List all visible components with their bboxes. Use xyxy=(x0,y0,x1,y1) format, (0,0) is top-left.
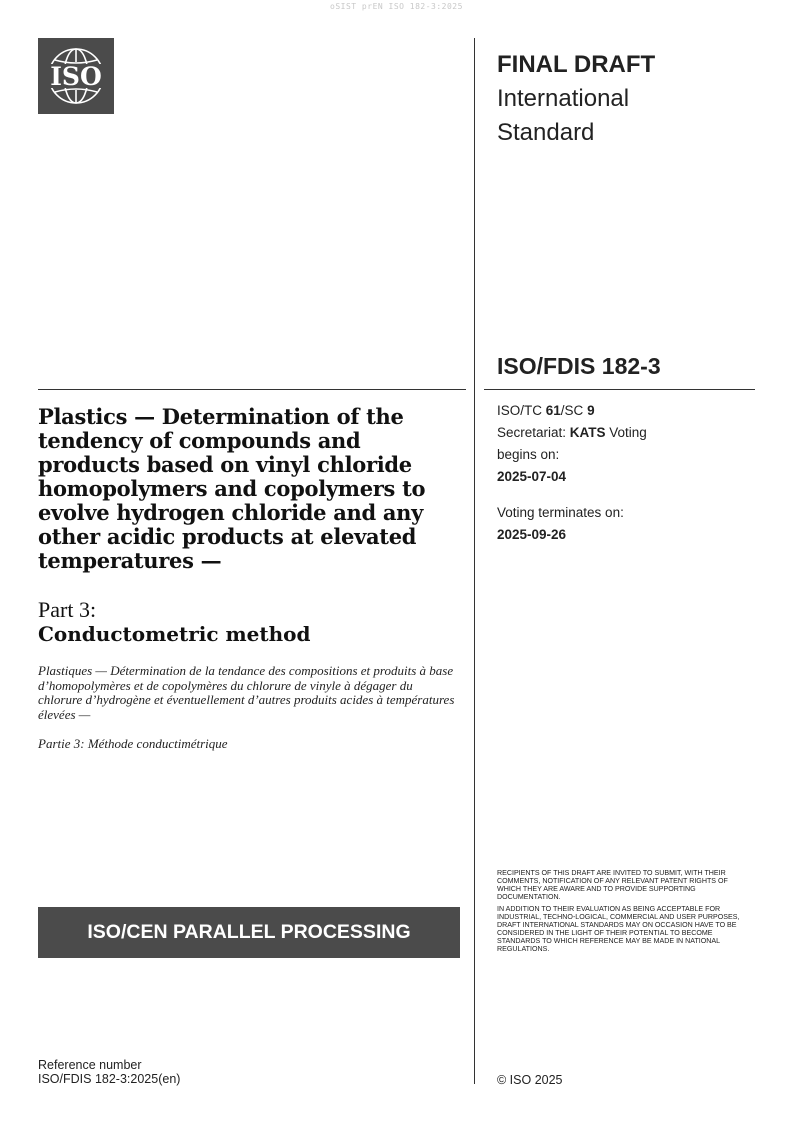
notice-paragraph-1: RECIPIENTS OF THIS DRAFT ARE INVITED TO SUBMIT, WITH THEIR COMMENTS, NOTIFICATION OF ANY RELEVANT PATENT RIGHTS OF WHICH THEY ARE AWARE AND TO PROVIDE SUPPORTING DOCUMENTATION. xyxy=(497,869,728,901)
voting-begins-label: begins on: xyxy=(497,447,560,462)
voting-terminates-date: 2025-09-26 xyxy=(497,527,567,542)
part-title: Conductometric method xyxy=(38,622,311,646)
stage-international: International xyxy=(497,85,630,112)
voting-terminates-label: Voting terminates on: xyxy=(497,505,624,520)
title-french: Plastiques — Détermination de la tendance des compositions et produits à base d’homopolymères et de copolymères du chlorure de vinyle à dégager du chlorure d’hydrogène et éventuellement d’autres produits acides à températures élevées — xyxy=(38,663,455,722)
secretariat-line xyxy=(497,422,757,444)
document-number: ISO/FDIS 182-3 xyxy=(497,353,661,379)
stage-final-draft: FINAL DRAFT xyxy=(497,51,656,78)
document-metadata xyxy=(497,400,757,546)
recipients-notice xyxy=(497,869,752,957)
part-number: Part 3: xyxy=(38,597,97,622)
secretariat-value: KATS xyxy=(569,425,606,440)
part-title-french: Partie 3: Méthode conductimétrique xyxy=(38,736,228,751)
reference-value: ISO/FDIS 182-3:2025(en) xyxy=(38,1072,181,1086)
iso-logo-text: ISO xyxy=(50,62,102,91)
title-english: Plastics — Determination of the tendency of compounds and products based on vinyl chloride homopolymers and copolymers to evolve hydrogen chloride and any other acidic products at elevated temperatures — xyxy=(38,404,426,573)
vertical-divider xyxy=(474,38,475,1084)
committee-sep: /SC xyxy=(560,403,588,418)
iso-logo xyxy=(38,38,114,114)
stage-standard: Standard xyxy=(497,119,595,146)
watermark: oSIST prEN ISO 182-3:2025 xyxy=(330,2,463,11)
iso-globe-logo-icon xyxy=(38,38,114,114)
committee-prefix: ISO/TC xyxy=(497,403,546,418)
notice-paragraph-2: IN ADDITION TO THEIR EVALUATION AS BEING ACCEPTABLE FOR INDUSTRIAL, TECHNO-LOGICAL, COMMERCIAL AND USER PURPOSES, DRAFT INTERNATIONAL STANDARDS MAY ON OCCASION HAVE TO BE CONSIDERED IN THE LIGHT OF THEIR POTENTIAL TO BECOME STANDARDS TO WHICH REFERENCE MAY BE MADE IN NATIONAL REGULATIONS. xyxy=(497,905,740,953)
committee-sc: 9 xyxy=(587,403,595,418)
reference-number xyxy=(38,1058,180,1086)
secretariat-label: Secretariat: xyxy=(497,425,570,440)
document-stage xyxy=(497,48,757,150)
parallel-processing-banner: ISO/CEN PARALLEL PROCESSING xyxy=(38,907,460,958)
committee-tc: 61 xyxy=(545,403,561,418)
voting-begins-date: 2025-07-04 xyxy=(497,469,567,484)
committee-line xyxy=(497,400,757,422)
reference-label: Reference number xyxy=(38,1058,142,1072)
secretariat-suffix: Voting xyxy=(605,425,647,440)
copyright: © ISO 2025 xyxy=(497,1073,563,1087)
horizontal-divider-left xyxy=(38,389,466,390)
horizontal-divider-right xyxy=(484,389,755,390)
